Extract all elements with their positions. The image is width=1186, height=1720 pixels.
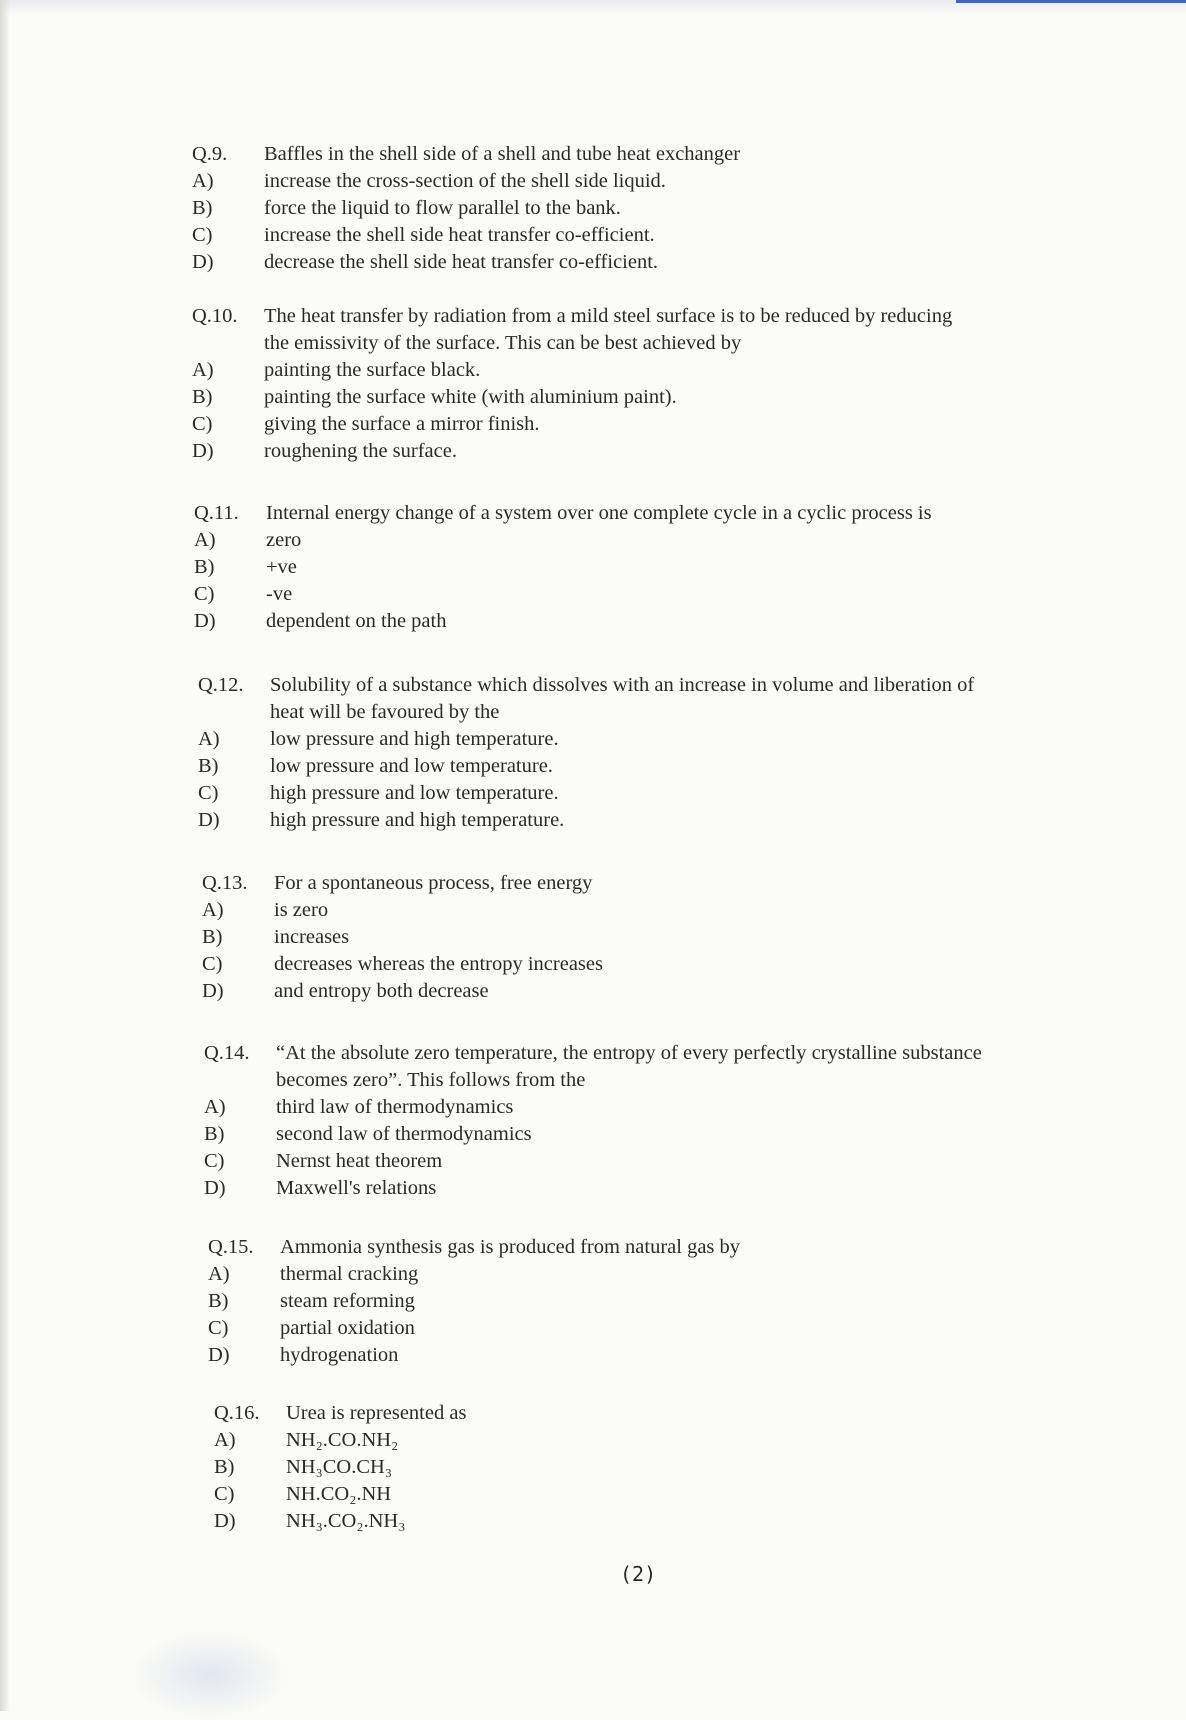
option-text: roughening the surface.	[264, 440, 457, 462]
option-row	[192, 438, 1132, 465]
option-row	[202, 924, 902, 951]
question-number: Q.14.	[204, 1042, 250, 1064]
option-letter: C)	[198, 782, 219, 804]
question-text-continued: heat will be favoured by the	[270, 701, 500, 723]
option-text: NH₂.CO.NH₂	[286, 1429, 399, 1451]
option-text: zero	[266, 529, 302, 551]
option-text: decreases whereas the entropy increases	[274, 953, 603, 975]
option-letter: D)	[198, 809, 220, 831]
option-row	[214, 1481, 814, 1508]
option-letter: A)	[208, 1263, 230, 1285]
option-letter: D)	[208, 1344, 230, 1366]
option-row	[192, 222, 872, 249]
scan-smudge	[130, 1630, 290, 1720]
question-number: Q.12.	[198, 674, 244, 696]
option-row	[204, 1148, 1148, 1175]
option-row	[208, 1315, 908, 1342]
option-letter: B)	[202, 926, 223, 948]
option-row	[194, 608, 1134, 635]
option-letter: B)	[192, 197, 213, 219]
option-letter: B)	[194, 556, 215, 578]
question-stem	[214, 1400, 814, 1427]
question-number: Q.10.	[192, 305, 238, 327]
option-row	[192, 168, 872, 195]
question-block	[194, 500, 1134, 635]
option-text: low pressure and high temperature.	[270, 728, 559, 750]
option-text: NH.CO₂.NH	[286, 1483, 392, 1505]
option-text: second law of thermodynamics	[276, 1123, 532, 1145]
option-letter: C)	[194, 583, 215, 605]
page-left-shadow	[0, 0, 10, 1711]
option-text: giving the surface a mirror finish.	[264, 413, 540, 435]
option-letter: A)	[192, 170, 214, 192]
question-stem	[192, 303, 1132, 330]
option-letter: A)	[192, 359, 214, 381]
option-text: +ve	[266, 556, 297, 578]
question-block	[202, 870, 902, 1005]
option-text: painting the surface black.	[264, 359, 481, 381]
option-text: is zero	[274, 899, 329, 921]
option-text: increase the cross-section of the shell side liquid.	[264, 170, 666, 192]
option-row	[198, 753, 1140, 780]
option-text: high pressure and high temperature.	[270, 809, 565, 831]
question-text: For a spontaneous process, free energy	[274, 872, 593, 894]
option-text: increase the shell side heat transfer co-efficient.	[264, 224, 655, 246]
question-stem	[208, 1234, 908, 1261]
question-block	[198, 672, 1140, 834]
question-text: “At the absolute zero temperature, the entropy of every perfectly crystalline substance	[276, 1042, 982, 1064]
question-stem	[192, 141, 872, 168]
question-number: Q.9.	[192, 143, 228, 165]
option-letter: C)	[214, 1483, 235, 1505]
question-text: Internal energy change of a system over one complete cycle in a cyclic process is	[266, 502, 932, 524]
option-letter: D)	[192, 440, 214, 462]
question-text-continued: becomes zero”. This follows from the	[276, 1069, 586, 1091]
question-stem	[202, 870, 902, 897]
option-row	[208, 1342, 908, 1369]
option-text: NH₃.CO₂.NH₃	[286, 1510, 406, 1532]
option-row	[192, 195, 872, 222]
option-letter: B)	[208, 1290, 229, 1312]
question-text: Solubility of a substance which dissolves with an increase in volume and liberation of	[270, 674, 975, 696]
option-letter: A)	[214, 1429, 236, 1451]
option-row	[192, 357, 1132, 384]
question-text: The heat transfer by radiation from a mild steel surface is to be reduced by reducing	[264, 305, 953, 327]
option-letter: D)	[204, 1177, 226, 1199]
option-letter: D)	[192, 251, 214, 273]
option-letter: B)	[198, 755, 219, 777]
option-letter: A)	[198, 728, 220, 750]
option-row	[198, 726, 1140, 753]
option-text: third law of thermodynamics	[276, 1096, 514, 1118]
option-text: dependent on the path	[266, 610, 447, 632]
option-row	[208, 1288, 908, 1315]
question-number: Q.11.	[194, 502, 239, 524]
question-text-continued: the emissivity of the surface. This can be best achieved by	[264, 332, 742, 354]
option-row	[194, 554, 1134, 581]
option-letter: C)	[202, 953, 223, 975]
question-text: Baffles in the shell side of a shell and tube heat exchanger	[264, 143, 741, 165]
option-text: and entropy both decrease	[274, 980, 489, 1002]
option-text: Maxwell's relations	[276, 1177, 437, 1199]
option-text: painting the surface white (with aluminium paint).	[264, 386, 677, 408]
option-row	[202, 978, 902, 1005]
option-row	[198, 807, 1140, 834]
option-row	[214, 1427, 814, 1454]
option-row	[202, 951, 902, 978]
question-text: Urea is represented as	[286, 1402, 467, 1424]
option-row	[192, 249, 872, 276]
option-letter: B)	[204, 1123, 225, 1145]
question-stem	[194, 500, 1134, 527]
option-text: force the liquid to flow parallel to the bank.	[264, 197, 621, 219]
option-letter: A)	[204, 1096, 226, 1118]
option-row	[208, 1261, 908, 1288]
option-text: low pressure and low temperature.	[270, 755, 553, 777]
question-block	[192, 303, 1132, 465]
option-text: steam reforming	[280, 1290, 415, 1312]
question-number: Q.16.	[214, 1402, 260, 1424]
option-text: increases	[274, 926, 350, 948]
option-letter: A)	[194, 529, 216, 551]
question-number: Q.15.	[208, 1236, 254, 1258]
option-letter: D)	[194, 610, 216, 632]
option-row	[194, 581, 1134, 608]
option-row	[214, 1508, 814, 1535]
question-number: Q.13.	[202, 872, 248, 894]
option-text: -ve	[266, 583, 293, 605]
question-block	[214, 1400, 814, 1535]
option-letter: C)	[204, 1150, 225, 1172]
option-letter: D)	[202, 980, 224, 1002]
option-letter: D)	[214, 1510, 236, 1532]
option-text: Nernst heat theorem	[276, 1150, 443, 1172]
page-top-accent	[956, 0, 1186, 3]
option-text: high pressure and low temperature.	[270, 782, 559, 804]
question-block	[204, 1040, 1148, 1202]
question-block	[192, 141, 872, 276]
page-number: (2)	[620, 1562, 657, 1586]
option-row	[194, 527, 1134, 554]
option-row	[202, 897, 902, 924]
option-text: hydrogenation	[280, 1344, 399, 1366]
option-letter: C)	[192, 413, 213, 435]
question-block	[208, 1234, 908, 1369]
option-text: NH₃CO.CH₃	[286, 1456, 392, 1478]
option-row	[198, 780, 1140, 807]
option-letter: C)	[192, 224, 213, 246]
option-row	[214, 1454, 814, 1481]
option-text: decrease the shell side heat transfer co-efficient.	[264, 251, 659, 273]
option-row	[204, 1175, 1148, 1202]
option-letter: B)	[192, 386, 213, 408]
option-row	[204, 1094, 1148, 1121]
question-stem	[198, 672, 1140, 699]
option-text: thermal cracking	[280, 1263, 419, 1285]
option-row	[192, 384, 1132, 411]
option-letter: B)	[214, 1456, 235, 1478]
option-text: partial oxidation	[280, 1317, 415, 1339]
option-row	[192, 411, 1132, 438]
option-letter: A)	[202, 899, 224, 921]
option-letter: C)	[208, 1317, 229, 1339]
question-text: Ammonia synthesis gas is produced from natural gas by	[280, 1236, 741, 1258]
question-stem	[204, 1040, 1148, 1067]
option-row	[204, 1121, 1148, 1148]
